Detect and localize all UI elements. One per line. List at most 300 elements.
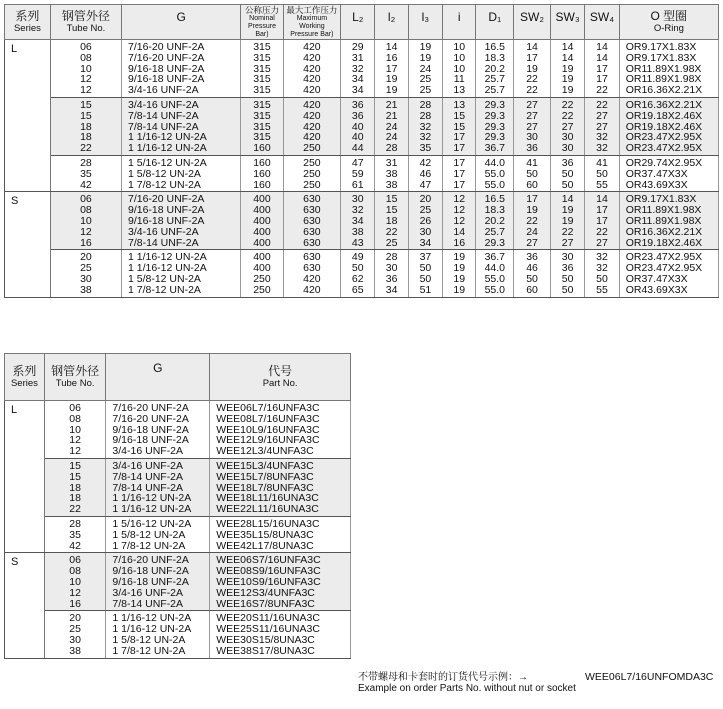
cell-value: 28 [69, 517, 81, 530]
cell-value: 20.2 [484, 62, 505, 75]
cell-value: OR11.89X1.98X [625, 62, 702, 75]
cell-value: 7/8-14 UNF-2A [112, 470, 184, 483]
cell-value: 315 [253, 120, 271, 133]
cell-value: WEE10L9/16UNFA3C [216, 423, 320, 436]
cell-value: 15 [385, 204, 398, 217]
header-L2: L₂ [341, 5, 375, 40]
cell-value: 7/8-14 UNF-2A [127, 120, 199, 133]
column-cell [50, 250, 121, 297]
cell-value: 41 [596, 156, 608, 169]
cell-value: 1 7/8-12 UN-2A [112, 644, 186, 657]
cell-value: OR43.69X3X [625, 178, 688, 191]
cell-value: 36 [526, 251, 538, 264]
row-group [5, 97, 719, 155]
cell-value: OR23.47X2.95X [625, 251, 703, 264]
cell-value: 22 [385, 225, 398, 238]
row-group [5, 401, 351, 459]
column-cell [50, 40, 121, 98]
cell-value: 32 [419, 120, 432, 133]
column-cell [476, 40, 514, 98]
cell-value: 50 [419, 262, 432, 275]
header-max-working-pressure: 最大工作压力 Maximum Working Pressure Bar) [283, 5, 340, 40]
cell-value: 44 [351, 142, 364, 155]
cell-value: WEE28L15/16UNA3C [216, 517, 320, 530]
cell-value: 17 [453, 178, 466, 191]
cell-value: 1 5/8-12 UN-2A [112, 528, 186, 541]
cell-value: 29.3 [484, 131, 505, 144]
order-example [358, 671, 714, 694]
cell-value: 400 [253, 214, 271, 227]
cell-value: 17 [453, 131, 466, 144]
cell-value: 15 [453, 109, 466, 122]
cell-value: 30 [526, 131, 538, 144]
cell-value: 16 [80, 236, 92, 249]
cell-value: 14 [596, 51, 608, 64]
column-cell [514, 40, 551, 98]
cell-value: 42 [69, 539, 81, 552]
cell-value: 38 [351, 225, 364, 238]
column-cell [106, 516, 210, 552]
cell-value: 29.3 [484, 236, 505, 249]
cell-value: 28 [80, 156, 92, 169]
cell-value: 25 [69, 623, 81, 636]
cell-value: 30 [561, 251, 574, 264]
cell-value: 315 [253, 84, 271, 97]
dimensions-header-row [5, 5, 719, 40]
column-cell [341, 155, 375, 191]
cell-value: 43 [351, 236, 364, 249]
cell-value: 1 5/16-12 UN-2A [112, 517, 192, 530]
cell-value: 420 [303, 272, 321, 285]
cell-value: 15 [69, 459, 81, 472]
column-cell [210, 516, 351, 552]
cell-value: 14 [596, 193, 608, 206]
column-cell [44, 401, 106, 459]
row-group [5, 611, 351, 658]
cell-value: 14 [596, 41, 608, 53]
cell-value: 59 [351, 167, 364, 180]
cell-value: OR23.47X2.95X [625, 262, 703, 275]
header-o-ring: O 型圈 O-Ring [619, 5, 718, 40]
column-cell [585, 97, 619, 155]
column-cell [341, 97, 375, 155]
cell-value: 1 5/8-12 UN-2A [127, 272, 201, 285]
cell-value: 3/4-16 UNF-2A [127, 225, 199, 238]
cell-value: 17 [526, 51, 538, 64]
cell-value: 7/16-20 UNF-2A [112, 554, 189, 567]
cell-value: 27 [596, 120, 608, 133]
cell-value: WEE08L7/16UNFA3C [216, 412, 320, 425]
cell-value: 38 [80, 283, 92, 296]
cell-value: 47 [351, 156, 364, 169]
cell-value: 42 [419, 156, 432, 169]
cell-value: 25.7 [484, 225, 505, 238]
part-number-header-row [5, 354, 351, 401]
cell-value: 20.2 [484, 214, 505, 227]
cell-value: 27 [596, 109, 608, 122]
column-cell [619, 192, 718, 250]
column-cell [341, 192, 375, 250]
cell-value: 420 [303, 283, 321, 296]
cell-value: 19 [561, 214, 574, 227]
cell-value: WEE25S11/16UNA3C [216, 623, 320, 636]
cell-value: 50 [561, 272, 574, 285]
cell-value: 315 [253, 98, 271, 111]
cell-value: 36.7 [484, 142, 505, 155]
column-cell [585, 250, 619, 297]
cell-value: 50 [596, 167, 608, 180]
cell-value: 16.5 [484, 41, 505, 53]
cell-value: 9/16-18 UNF-2A [127, 73, 205, 86]
cell-value: 22 [561, 225, 574, 238]
cell-value: WEE18L11/16UNA3C [216, 492, 319, 505]
part-number-table [4, 353, 351, 659]
cell-value: 1 7/8-12 UN-2A [127, 178, 201, 191]
column-cell [50, 97, 121, 155]
column-cell [550, 40, 584, 98]
cell-value: 19 [526, 62, 538, 75]
cell-value: 9/16-18 UNF-2A [127, 204, 205, 217]
cell-value: 17 [453, 156, 466, 169]
cell-value: 42 [80, 178, 92, 191]
cell-value: WEE15L3/4UNFA3C [216, 459, 314, 472]
order-example-cn: 不带螺母和卡套时的订货代号示例：→ [358, 672, 528, 683]
cell-value: 25 [419, 84, 432, 97]
column-cell [619, 250, 718, 297]
column-cell [443, 40, 476, 98]
series-label: L [5, 40, 51, 192]
cell-value: 44.0 [484, 262, 505, 275]
column-cell [375, 155, 408, 191]
cell-value: 315 [253, 41, 271, 53]
column-cell [408, 250, 442, 297]
dimensions-table [4, 4, 719, 298]
cell-value: 18.3 [484, 204, 505, 217]
row-group [5, 553, 351, 611]
cell-value: 50 [526, 167, 538, 180]
cell-value: 16 [385, 51, 398, 64]
cell-value: 50 [596, 272, 608, 285]
cell-value: 18 [80, 131, 92, 144]
cell-value: 10 [453, 62, 466, 75]
cell-value: 22 [596, 225, 608, 238]
cell-value: OR19.18X2.46X [625, 120, 703, 133]
cell-value: 19 [526, 204, 538, 217]
cell-value: OR19.18X2.46X [625, 109, 703, 122]
cell-value: 14 [453, 225, 466, 238]
column-cell [241, 97, 283, 155]
cell-value: OR16.36X2.21X [625, 225, 703, 238]
cell-value: 250 [303, 167, 321, 180]
cell-value: OR11.89X1.98X [625, 204, 702, 217]
column-cell [408, 155, 442, 191]
cell-value: 30 [419, 225, 432, 238]
cell-value: 250 [253, 283, 271, 296]
cell-value: WEE30S15/8UNA3C [216, 633, 315, 646]
cell-value: 400 [253, 236, 271, 249]
cell-value: 160 [253, 178, 271, 191]
cell-value: 9/16-18 UNF-2A [112, 575, 189, 588]
cell-value: 31 [385, 156, 398, 169]
column-cell [375, 250, 408, 297]
cell-value: 9/16-18 UNF-2A [112, 423, 189, 436]
column-cell [514, 97, 551, 155]
cell-value: WEE22L11/16UNA3C [216, 503, 319, 516]
cell-value: 21 [385, 98, 398, 111]
cell-value: 420 [303, 120, 321, 133]
cell-value: 12 [453, 193, 466, 206]
cell-value: 1 7/8-12 UN-2A [112, 539, 186, 552]
cell-value: OR9.17X1.83X [625, 41, 697, 53]
cell-value: 15 [80, 98, 92, 111]
column-cell [283, 192, 340, 250]
cell-value: 32 [596, 262, 608, 275]
cell-value: 32 [596, 142, 608, 155]
cell-value: 630 [303, 251, 321, 264]
cell-value: OR37.47X3X [625, 167, 688, 180]
column-cell [550, 250, 584, 297]
cell-value: 22 [561, 109, 574, 122]
cell-value: 1 1/16-12 UN-2A [127, 131, 207, 144]
cell-value: OR29.74X2.95X [625, 156, 703, 169]
header-l3: l₃ [408, 5, 442, 40]
column-cell [106, 553, 210, 611]
column-cell [44, 553, 106, 611]
cell-value: 420 [303, 84, 321, 97]
cell-value: 3/4-16 UNF-2A [127, 84, 199, 97]
header-tube-no: 钢管外径 Tube No. [50, 5, 121, 40]
cell-value: 06 [69, 402, 81, 414]
cell-value: 315 [253, 73, 271, 86]
cell-value: 7/16-20 UNF-2A [112, 402, 189, 414]
cell-value: 250 [253, 272, 271, 285]
cell-value: 25 [419, 73, 432, 86]
column-cell [210, 401, 351, 459]
cell-value: 19 [561, 204, 574, 217]
cell-value: 7/16-20 UNF-2A [127, 41, 205, 53]
cell-value: 55.0 [484, 167, 505, 180]
cell-value: 15 [80, 109, 92, 122]
column-cell [121, 192, 240, 250]
cell-value: 25 [80, 262, 92, 275]
cell-value: 7/16-20 UNF-2A [112, 412, 189, 425]
cell-value: 250 [303, 156, 321, 169]
series-label: L [5, 401, 45, 553]
cell-value: 7/8-14 UNF-2A [112, 481, 184, 494]
cell-value: 50 [561, 178, 574, 191]
column-cell [443, 97, 476, 155]
column-cell [443, 192, 476, 250]
cell-value: 19 [419, 51, 432, 64]
cell-value: 1 1/16-12 UN-2A [112, 623, 192, 636]
cell-value: 10 [69, 423, 81, 436]
column-cell [514, 155, 551, 191]
cell-value: WEE12L3/4UNFA3C [216, 445, 314, 458]
cell-value: 12 [80, 225, 92, 238]
column-cell [408, 97, 442, 155]
cell-value: 27 [561, 236, 574, 249]
column-cell [44, 516, 106, 552]
cell-value: 15 [453, 120, 466, 133]
order-example-en: Example on order Parts No. without nut or socket [358, 683, 576, 694]
cell-value: 27 [526, 109, 538, 122]
cell-value: 420 [303, 131, 321, 144]
column-cell [210, 611, 351, 658]
cell-value: 315 [253, 51, 271, 64]
cell-value: 22 [596, 84, 608, 97]
cell-value: 250 [303, 142, 321, 155]
row-group [5, 458, 351, 516]
column-cell [50, 155, 121, 191]
header-g: G [106, 354, 210, 401]
cell-value: 49 [351, 251, 364, 264]
cell-value: 17 [453, 142, 466, 155]
row-group [5, 155, 719, 191]
column-cell [514, 192, 551, 250]
cell-value: 9/16-18 UNF-2A [112, 434, 189, 447]
cell-value: 160 [253, 142, 271, 155]
cell-value: 420 [303, 73, 321, 86]
cell-value: OR37.47X3X [625, 272, 688, 285]
row-group [5, 40, 719, 98]
cell-value: 1 7/8-12 UN-2A [127, 283, 201, 296]
column-cell [121, 40, 240, 98]
cell-value: 30 [385, 262, 398, 275]
cell-value: 34 [351, 214, 364, 227]
column-cell [619, 40, 718, 98]
cell-value: OR23.47X2.95X [625, 142, 703, 155]
cell-value: 630 [303, 193, 321, 206]
cell-value: 17 [526, 193, 538, 206]
cell-value: 420 [303, 98, 321, 111]
cell-value: 12 [453, 204, 466, 217]
column-cell [241, 250, 283, 297]
cell-value: 26 [419, 214, 432, 227]
header-part-no: 代号 Part No. [210, 354, 351, 401]
cell-value: 14 [561, 193, 574, 206]
header-SW3: SW₃ [550, 5, 584, 40]
cell-value: 19 [453, 262, 466, 275]
cell-value: 06 [80, 193, 92, 206]
cell-value: 12 [69, 586, 81, 599]
cell-value: 36.7 [484, 251, 505, 264]
cell-value: 08 [80, 51, 92, 64]
column-cell [44, 611, 106, 658]
column-cell [283, 97, 340, 155]
cell-value: 38 [69, 644, 81, 657]
cell-value: 7/8-14 UNF-2A [127, 236, 199, 249]
cell-value: 37 [419, 251, 432, 264]
cell-value: 22 [596, 98, 608, 111]
column-cell [241, 40, 283, 98]
order-example-code: WEE06L7/16UNFOMDA3C [585, 671, 714, 683]
cell-value: 1 1/16-12 UN-2A [127, 262, 207, 275]
cell-value: 9/16-18 UNF-2A [112, 565, 189, 578]
column-cell [585, 192, 619, 250]
cell-value: 30 [80, 272, 92, 285]
cell-value: 41 [526, 156, 538, 169]
cell-value: 400 [253, 251, 271, 264]
cell-value: 27 [526, 120, 538, 133]
cell-value: 50 [351, 262, 364, 275]
cell-value: 12 [80, 84, 92, 97]
cell-value: OR16.36X2.21X [625, 84, 703, 97]
cell-value: 44.0 [484, 156, 505, 169]
header-series: 系列 Series [5, 5, 51, 40]
cell-value: 17 [385, 62, 398, 75]
cell-value: 36 [351, 109, 364, 122]
cell-value: 7/16-20 UNF-2A [127, 51, 205, 64]
cell-value: 32 [596, 251, 608, 264]
cell-value: 55 [596, 178, 608, 191]
cell-value: 18 [385, 214, 398, 227]
cell-value: 40 [351, 131, 364, 144]
cell-value: 400 [253, 193, 271, 206]
cell-value: 36 [385, 272, 398, 285]
cell-value: 630 [303, 225, 321, 238]
cell-value: 50 [561, 283, 574, 296]
cell-value: 24 [385, 131, 398, 144]
column-cell [585, 155, 619, 191]
cell-value: 1 5/8-12 UN-2A [112, 633, 186, 646]
cell-value: 14 [561, 51, 574, 64]
cell-value: 25 [419, 204, 432, 217]
column-cell [476, 97, 514, 155]
cell-value: 35 [419, 142, 432, 155]
cell-value: 17 [596, 73, 608, 86]
cell-value: 19 [385, 84, 398, 97]
cell-value: 16 [69, 597, 81, 610]
cell-value: 18.3 [484, 51, 505, 64]
column-cell [476, 155, 514, 191]
cell-value: 420 [303, 51, 321, 64]
column-cell [550, 155, 584, 191]
cell-value: 21 [385, 109, 398, 122]
cell-value: 420 [303, 109, 321, 122]
cell-value: 315 [253, 131, 271, 144]
cell-value: 29.3 [484, 98, 505, 111]
cell-value: 12 [80, 73, 92, 86]
cell-value: 18 [69, 481, 81, 494]
cell-value: 630 [303, 204, 321, 217]
cell-value: 315 [253, 62, 271, 75]
header-D1: D₁ [476, 5, 514, 40]
cell-value: 60 [526, 283, 538, 296]
cell-value: 19 [419, 41, 432, 53]
cell-value: 3/4-16 UNF-2A [112, 586, 184, 599]
cell-value: WEE42L17/8UNA3C [216, 539, 314, 552]
cell-value: 12 [453, 214, 466, 227]
column-cell [375, 192, 408, 250]
cell-value: OR11.89X1.98X [625, 214, 702, 227]
cell-value: 65 [351, 283, 364, 296]
cell-value: 15 [69, 470, 81, 483]
cell-value: 46 [419, 167, 432, 180]
cell-value: 630 [303, 214, 321, 227]
cell-value: 20 [419, 193, 432, 206]
cell-value: 27 [526, 98, 538, 111]
header-g: G [121, 5, 240, 40]
cell-value: 9/16-18 UNF-2A [127, 214, 205, 227]
column-cell [619, 97, 718, 155]
cell-value: 22 [526, 73, 538, 86]
cell-value: 08 [69, 565, 81, 578]
column-cell [476, 250, 514, 297]
cell-value: 35 [80, 167, 92, 180]
cell-value: 34 [419, 236, 432, 249]
cell-value: 19 [385, 73, 398, 86]
cell-value: 7/8-14 UNF-2A [112, 597, 184, 610]
